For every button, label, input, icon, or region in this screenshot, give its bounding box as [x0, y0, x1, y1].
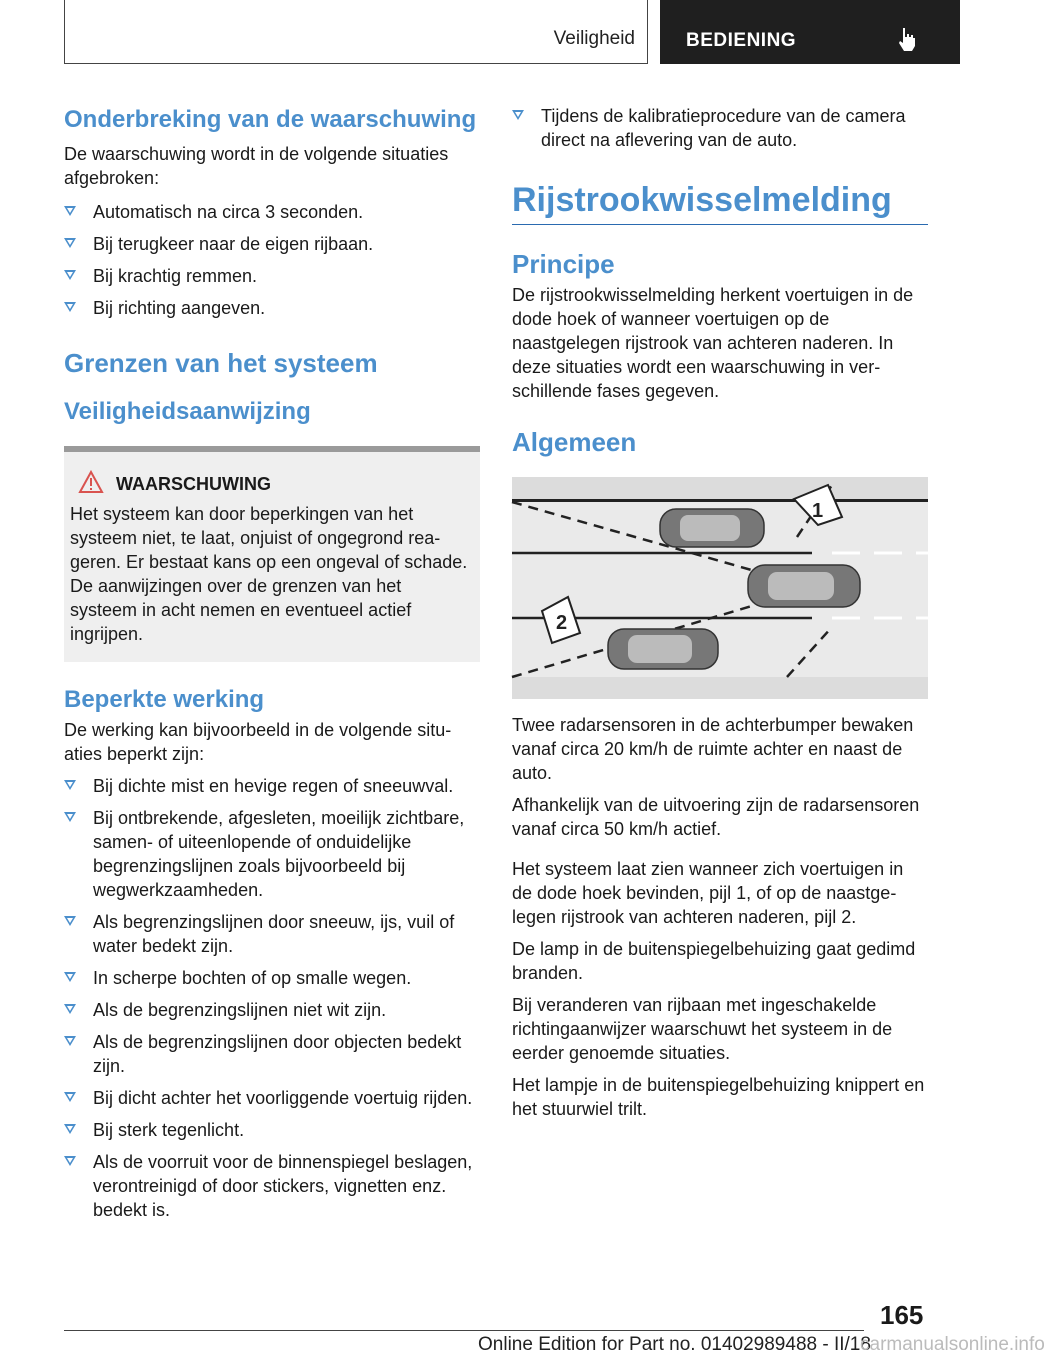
warning-title: [116, 472, 472, 496]
list-item-text: Bij dichte mist en hevige regen of sneeuwval.: [93, 776, 454, 796]
lane-change-figure: [512, 477, 928, 699]
paragraph-beperkte-werking: De werking kan bijvoorbeeld in de volgende situaties beperkt zijn:: [64, 720, 452, 764]
warning-text: Het systeem kan door beperkingen van het systeem niet, te laat, onjuist of ongegrond reageren. Er bestaat kans op een ongeval of schade. De aanwijzingen over de grenzen van het systeem in acht nemen en eventueel actief ingrijpen.: [70, 504, 468, 644]
list-item-text: Als begrenzingslijnen door sneeuw, ijs, vuil of water bedekt zijn.: [93, 912, 455, 956]
list-item: [64, 296, 480, 320]
car-top: [660, 509, 764, 547]
heading-beperkte-werking: Beperkte werking: [64, 686, 265, 713]
heading-grenzen: Grenzen van het systeem: [64, 348, 378, 378]
bullet-triangle-icon: [64, 812, 76, 822]
car-middle: [748, 565, 860, 607]
paragraph-uitvoering: Afhankelijk van de uitvoering zijn de radarsensoren vanaf circa 50 km/h actief.: [512, 795, 920, 839]
list-item: [64, 200, 480, 224]
list-item: [64, 1118, 480, 1142]
chapter-tab[interactable]: [660, 0, 960, 64]
list-beperkte-werking: [64, 774, 480, 1222]
paragraph-onderbreking: De waarschuwing wordt in de volgende situaties afgebroken:: [64, 144, 449, 188]
footer-edition: Online Edition for Part no. 01402989488 - II/18: [478, 1334, 871, 1355]
list-item-text: Bij dicht achter het voorliggende voertuig rijden.: [93, 1088, 473, 1108]
list-item: [64, 966, 480, 990]
arrow-2-label: 2: [556, 612, 568, 634]
list-onderbreking: [64, 200, 480, 320]
list-item: [64, 1030, 480, 1078]
list-item-text: Tijdens de kalibratieprocedure van de camera direct na aflevering van de auto.: [541, 106, 906, 150]
bullet-triangle-icon: [64, 1124, 76, 1134]
heading-onderbreking: Onderbreking van de waarschuwing: [64, 106, 477, 133]
list-item-text: Als de begrenzingslijnen door objecten bedekt zijn.: [93, 1032, 462, 1076]
list-item-text: In scherpe bochten of op smalle wegen.: [93, 968, 412, 988]
list-item-text: Bij sterk tegenlicht.: [93, 1120, 245, 1140]
bullet-triangle-icon: [512, 110, 524, 120]
bullet-triangle-icon: [64, 1004, 76, 1014]
paragraph-lampje: Het lampje in de buitenspiegelbehuizing knippert en het stuurwiel trilt.: [512, 1075, 925, 1119]
bullet-triangle-icon: [64, 302, 76, 312]
list-item: [64, 806, 480, 902]
bullet-triangle-icon: [64, 780, 76, 790]
list-item-text: Als de begrenzingslijnen niet wit zijn.: [93, 1000, 387, 1020]
warning-title-text: WAARSCHUWING: [116, 474, 271, 494]
list-item: [64, 1150, 480, 1222]
paragraph-lamp: De lamp in de buitenspiegelbehuizing gaat gedimd branden.: [512, 939, 916, 983]
bullet-triangle-icon: [64, 1156, 76, 1166]
list-item: [64, 232, 480, 256]
paragraph-dode-hoek: Het systeem laat zien wanneer zich voertuigen in de dode hoek bevinden, pijl 1, of op de naastgelegen rijstrook van achteren naderen, pijl 2.: [512, 859, 904, 927]
hand-pointer-icon: [896, 26, 918, 52]
heading-algemeen: Algemeen: [512, 427, 637, 457]
heading-veiligheidsaanwijzing: Veiligheidsaanwijzing: [64, 398, 311, 425]
bullet-triangle-icon: [64, 972, 76, 982]
footer-divider: [64, 1330, 864, 1331]
car-bottom: [608, 629, 718, 669]
bullet-triangle-icon: [64, 238, 76, 248]
list-item-text: Automatisch na circa 3 seconden.: [93, 202, 364, 222]
right-column: [512, 100, 928, 1121]
list-item: [512, 104, 928, 152]
heading-rijstrookwisselmelding: Rijstrookwisselmelding: [512, 181, 892, 219]
bullet-triangle-icon: [64, 916, 76, 926]
list-item-text: Bij richting aangeven.: [93, 298, 266, 318]
left-column: [64, 100, 480, 1222]
list-item: [64, 1086, 480, 1110]
chapter-heading-block: [512, 178, 928, 225]
list-continued: [512, 104, 928, 152]
arrow-1-label: 1: [812, 500, 824, 522]
warning-triangle-icon: [78, 470, 104, 494]
paragraph-principe: De rijstrookwisselmelding herkent voertuigen in de dode hoek of wanneer voertuigen op de naastgelegen rijstrook van achteren naderen. In deze situaties wordt een waarschuwing in verschillende fases gegeven.: [512, 285, 914, 401]
list-item: [64, 264, 480, 288]
list-item-text: Als de voorruit voor de binnenspiegel beslagen, verontreinigd of door stickers, vignetten enz. bedekt is.: [93, 1152, 473, 1220]
paragraph-radar: Twee radarsensoren in de achterbumper bewaken vanaf circa 20 km/h de ruimte achter en naast de auto.: [512, 715, 914, 783]
bullet-triangle-icon: [64, 1092, 76, 1102]
list-item: [64, 998, 480, 1022]
list-item: [64, 774, 480, 798]
bullet-triangle-icon: [64, 206, 76, 216]
paragraph-richtingaanwijzer: Bij veranderen van rijbaan met ingeschakelde richtingaanwijzer waarschuwt het systeem in de eerder genoemde situaties.: [512, 995, 893, 1063]
heading-principe: Principe: [512, 249, 615, 279]
footer-watermark: carmanualsonline.info: [860, 1334, 1045, 1355]
section-title: Veiligheid: [553, 28, 635, 49]
warning-box: [64, 446, 480, 662]
list-item: [64, 910, 480, 958]
page-number: 165: [880, 1300, 924, 1330]
list-item-text: Bij terugkeer naar de eigen rijbaan.: [93, 234, 374, 254]
bullet-triangle-icon: [64, 1036, 76, 1046]
list-item-text: Bij krachtig remmen.: [93, 266, 258, 286]
list-item-text: Bij ontbrekende, afgesleten, moeilijk zichtbare, samen- of uiteenlopende of onduidelijke begrenzingslijnen zoals bijvoorbeeld bij wegwerkzaamheden.: [93, 808, 465, 900]
chapter-tab-label: BEDIENING: [686, 30, 797, 51]
header-frame: [64, 0, 648, 64]
bullet-triangle-icon: [64, 270, 76, 280]
